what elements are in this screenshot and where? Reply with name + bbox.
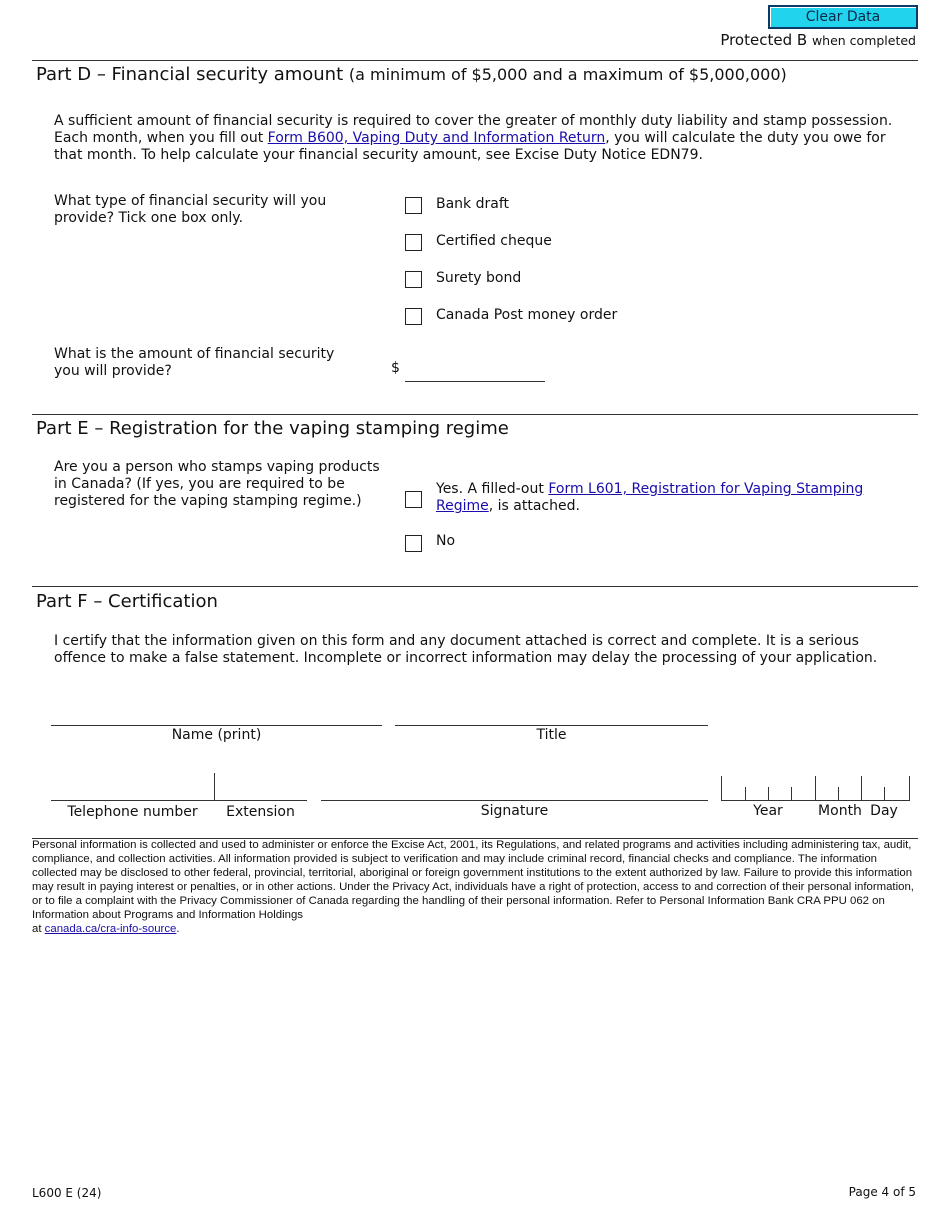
certified-cheque-label: Certified cheque (436, 233, 552, 249)
extension-label: Extension (226, 804, 295, 820)
when-completed-text: when completed (811, 33, 916, 48)
year-digit-divider-2 (768, 787, 769, 800)
privacy-at: at (32, 923, 45, 935)
stamping-no-label: No (436, 533, 456, 549)
part-f-title: Part F – Certification (36, 591, 218, 612)
signature-field[interactable] (321, 800, 708, 801)
year-label: Year (753, 803, 783, 819)
telephone-field[interactable] (51, 800, 214, 801)
intro-text-1: A sufficient amount of financial security is required to cover the greater of monthly duty liability and stamp possession. Each month, when you fill out (54, 113, 893, 146)
stamping-yes-label (436, 481, 876, 515)
phone-extension-divider (214, 773, 215, 801)
divider-part-e (32, 414, 918, 415)
financial-security-type-question: What type of financial security will you provide? Tick one box only. (54, 193, 327, 226)
part-d-title (36, 63, 787, 87)
surety-bond-label: Surety bond (436, 270, 522, 286)
money-order-label: Canada Post money order (436, 307, 618, 323)
bank-draft-checkbox[interactable] (405, 197, 422, 214)
title-label: Title (536, 727, 567, 743)
page-number: Page 4 of 5 (848, 1185, 916, 1199)
cra-info-source-link[interactable]: canada.ca/cra-info-source (44, 923, 177, 935)
year-month-divider (815, 776, 816, 800)
stamping-no-checkbox[interactable] (405, 535, 422, 552)
name-field[interactable] (51, 725, 382, 726)
day-label: Day (870, 803, 898, 819)
bank-draft-label: Bank draft (436, 196, 510, 212)
divider-part-f (32, 586, 918, 587)
month-label: Month (818, 803, 862, 819)
privacy-text: Personal information is collected and used to administer or enforce the Excise Act, 2001, its Regulations, and related programs and activities including administering tax, audit, compliance, and collection activities. All information provided is subject to verification and may include criminal record, financial checks and compliance. The information collected may be disclosed to other federal, provincial, territorial, aboriginal or foreign government institutions to the extent authorized by law. Failure to provide this information may result in paying interest or penalties, or in other actions. Under the Privacy Act, individuals have a right of protection, access to and correction of their personal information, or to file a complaint with the Privacy Commissioner of Canada regarding the handling of their personal information. Refer to Personal Information Bank CRA PPU 062 on Information about Programs and Information Holdings (32, 839, 914, 921)
stamping-yes-checkbox[interactable] (405, 491, 422, 508)
intro-text-2: , you will calculate the duty you owe for that month. To help calculate your financial security amount, see Excise Duty Notice EDN79. (54, 130, 886, 163)
year-digit-divider-1 (745, 787, 746, 800)
surety-bond-checkbox[interactable] (405, 271, 422, 288)
financial-security-amount-question: What is the amount of financial security you will provide? (54, 346, 335, 379)
dollar-sign: $ (391, 360, 400, 376)
clear-data-button[interactable]: Clear Data (768, 5, 918, 29)
certified-cheque-checkbox[interactable] (405, 234, 422, 251)
month-digit-divider (838, 787, 839, 800)
title-field[interactable] (395, 725, 708, 726)
yes-prefix: Yes. A filled-out (436, 481, 549, 497)
protected-b-label (720, 31, 916, 49)
privacy-end: . (176, 923, 180, 935)
certification-statement: I certify that the information given on this form and any document attached is correct and complete. It is a serious offence to make a false statement. Incomplete or incorrect information may delay the processing of your application. (54, 633, 878, 666)
part-d-title-main: Part D – Financial security amount (36, 64, 344, 85)
financial-security-amount-input[interactable] (405, 360, 545, 382)
privacy-notice (32, 838, 916, 936)
name-label: Name (print) (171, 727, 262, 743)
form-b600-link[interactable]: Form B600, Vaping Duty and Information Return (267, 130, 606, 146)
part-d-title-suffix: (a minimum of $5,000 and a maximum of $5,000,000) (348, 65, 787, 84)
money-order-checkbox[interactable] (405, 308, 422, 325)
part-e-title: Part E – Registration for the vaping stamping regime (36, 418, 509, 439)
telephone-label: Telephone number (67, 804, 198, 820)
month-day-divider (861, 776, 862, 800)
year-digit-divider-3 (791, 787, 792, 800)
extension-field[interactable] (214, 800, 307, 801)
stamping-question: Are you a person who stamps vaping products in Canada? (If yes, you are required to be registered for the vaping stamping regime.) (54, 459, 380, 509)
form-l601-link[interactable]: Form L601, Registration for Vaping Stamping Regime (436, 481, 864, 514)
signature-label: Signature (480, 803, 549, 819)
form-identifier: L600 E (24) (32, 1186, 102, 1200)
divider-part-d (32, 60, 918, 61)
yes-suffix: , is attached. (488, 498, 580, 514)
part-d-intro (54, 113, 914, 164)
protected-text: Protected B (720, 31, 808, 49)
day-digit-divider (884, 787, 885, 800)
